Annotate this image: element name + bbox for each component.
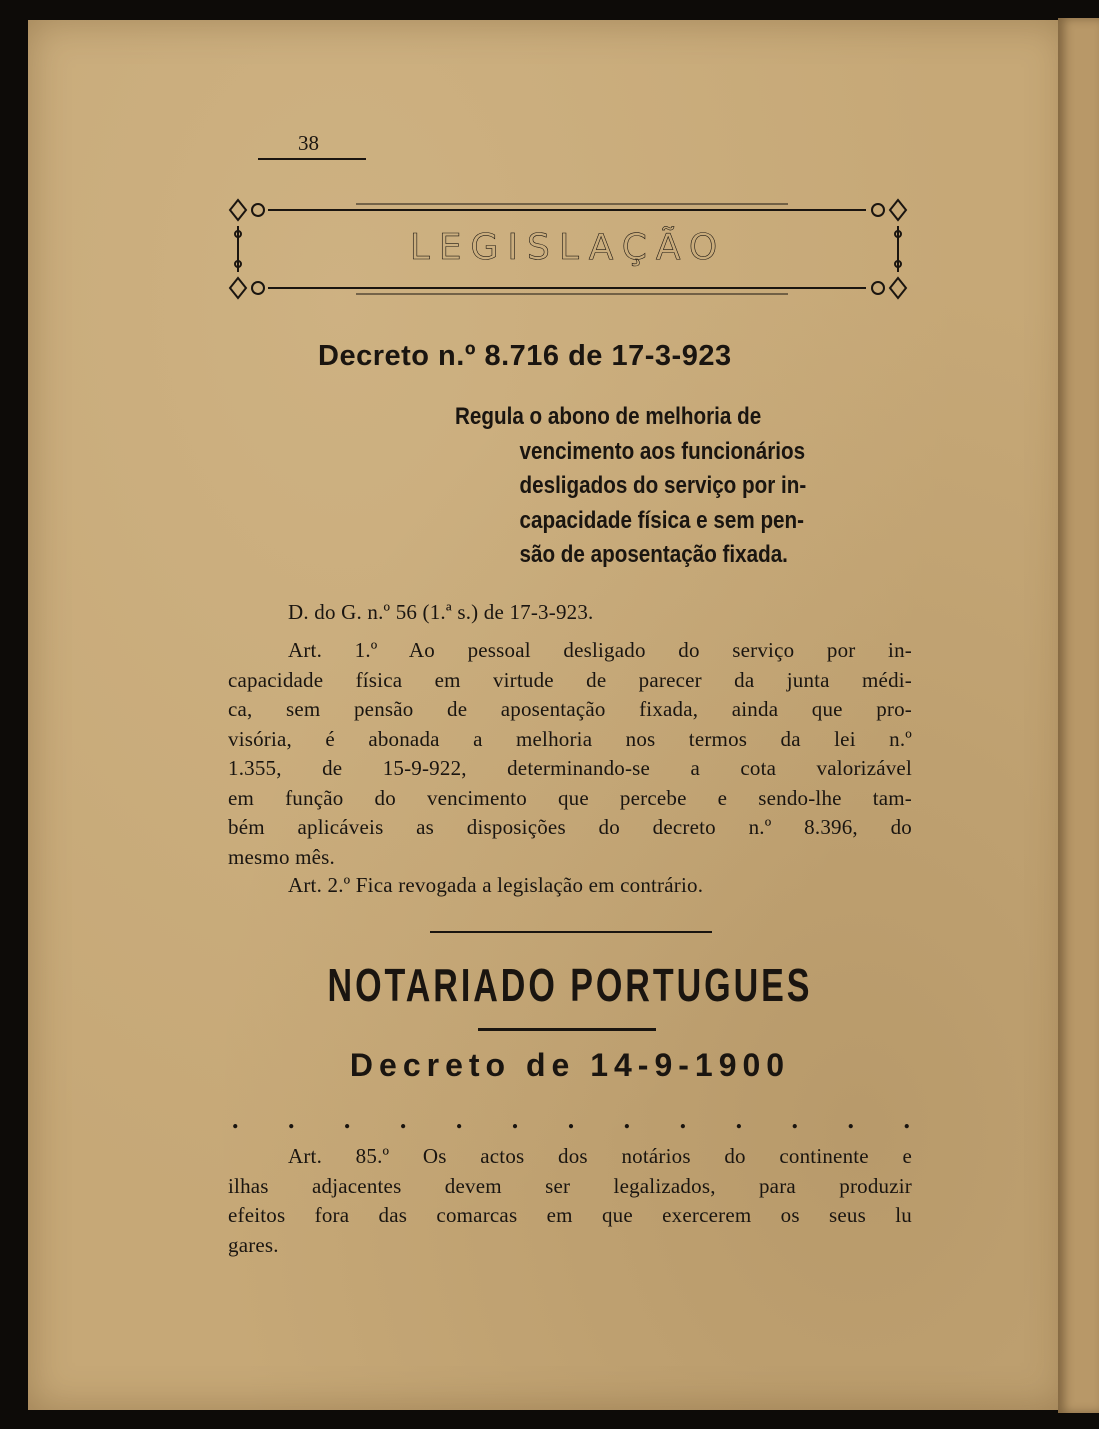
article-85 [228, 1142, 912, 1260]
ellipsis-dot: . [511, 1105, 519, 1134]
decree-1-title: Decreto n.º 8.716 de 17-3-923 [318, 340, 732, 372]
article-line: 1.355, de 15-9-922, determinando-se a cota valorizável [228, 756, 912, 780]
article-line: capacidade física em virtude de parecer da junta médi- [228, 667, 912, 692]
article-line: bém aplicáveis as disposições do decreto n.º 8.396, do [228, 815, 912, 839]
article-2 [228, 871, 912, 901]
section-2-title: NOTARIADO PORTUGUES [327, 959, 813, 1011]
article-line: visória, é abonada a melhoria nos termos da lei n.º [228, 726, 912, 751]
ellipsis-dot: . [623, 1105, 631, 1134]
section-divider [430, 931, 712, 933]
article-line: Art. 2.º Fica revogada a legislação em contrário. [288, 873, 704, 897]
summary-line: desligados do serviço por in- [519, 472, 807, 499]
ellipsis-dot: . [903, 1105, 910, 1134]
decree-1-source [228, 598, 912, 628]
decree-1-summary [455, 400, 844, 573]
page-number: 38 [298, 131, 319, 155]
ellipsis-dot: . [847, 1105, 854, 1134]
summary-line: são de aposentação fixada. [519, 541, 788, 568]
ellipsis-dot: . [399, 1105, 407, 1134]
ellipsis-dot: . [232, 1105, 239, 1134]
summary-line: Regula o abono de melhoria de [455, 403, 762, 430]
ellipsis-dot: . [343, 1105, 351, 1134]
page-number-rule [258, 158, 366, 160]
article-line: gares. [228, 1232, 279, 1257]
ellipsis-dot: . [287, 1105, 295, 1134]
source-line: D. do G. n.º 56 (1.ª s.) de 17-3-923. [288, 600, 594, 624]
article-line: Art. 85.º Os actos dos notários do continente e [288, 1144, 912, 1168]
ellipsis-dot: . [567, 1105, 575, 1134]
ellipsis-dot: . [735, 1105, 743, 1134]
page-gutter [1058, 18, 1099, 1413]
summary-line: capacidade física e sem pen- [519, 506, 805, 534]
ellipsis-dot: . [455, 1105, 463, 1134]
ellipsis-dot: . [791, 1105, 799, 1134]
article-line: mesmo mês. [228, 844, 335, 869]
section-banner [228, 196, 908, 300]
article-1 [228, 636, 912, 872]
article-line: em função do vencimento que percebe e sendo-lhe tam- [228, 785, 912, 810]
ellipsis-dot: . [679, 1105, 687, 1134]
article-line: efeitos fora das comarcas em que exercerem os seus lu [228, 1203, 912, 1227]
summary-line: vencimento aos funcionários [519, 437, 806, 465]
decree-2-title: Decreto de 14-9-1900 [349, 1047, 791, 1083]
omission-dots [232, 1105, 910, 1135]
banner-title: LEGISLAÇÃO [409, 227, 727, 268]
article-line: ilhas adjacentes devem ser legalizados, para produzir [228, 1173, 912, 1198]
article-line: Art. 1.º Ao pessoal desligado do serviço por in- [288, 638, 912, 662]
article-line: ca, sem pensão de aposentação fixada, ainda que pro- [228, 697, 912, 721]
title-rule [478, 1028, 656, 1031]
